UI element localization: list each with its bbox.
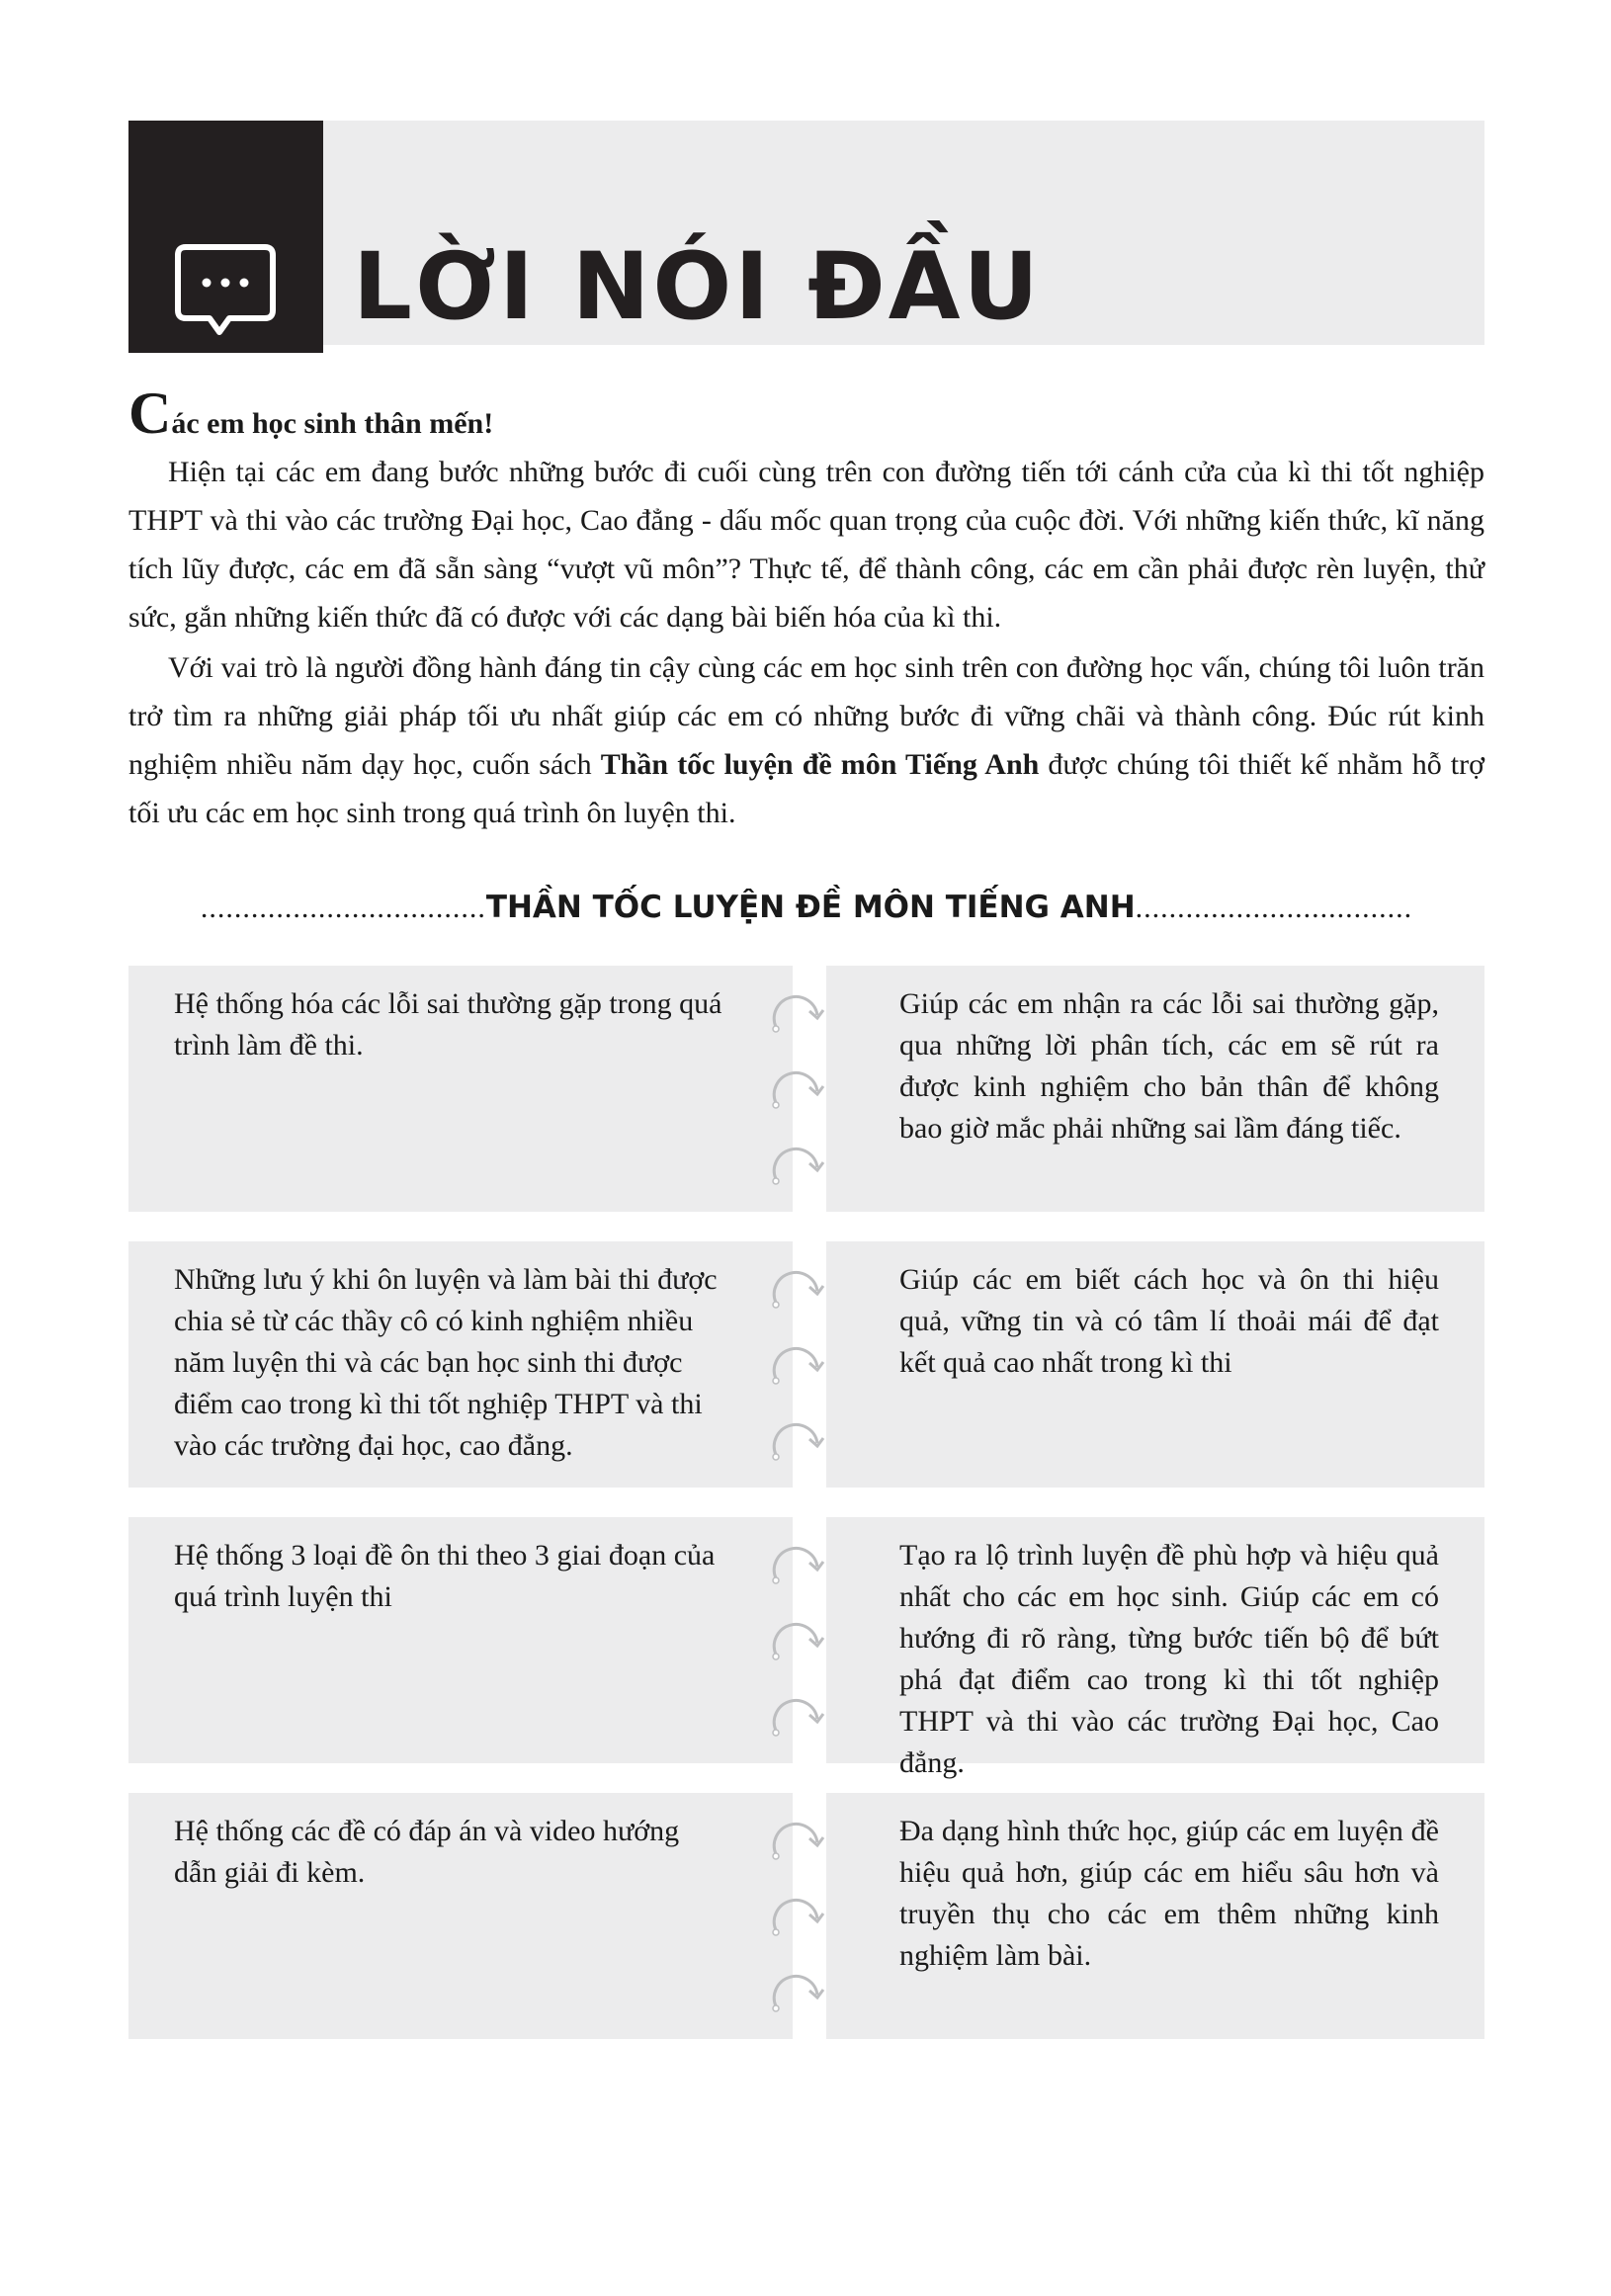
- benefit-text: Đa dạng hình thức học, giúp các em luyện đề hiệu quả hơn, giúp các em hiểu sâu hơn và truyền thụ cho các em thêm những kinh nghiệm làm bài.: [826, 1793, 1484, 2039]
- section-title: THẦN TỐC LUYỆN ĐỀ MÔN TIẾNG ANH: [485, 890, 1136, 925]
- binder-ring-icon: [767, 1613, 828, 1664]
- greeting: [128, 381, 1484, 448]
- feature-block-4: [128, 1793, 1484, 2039]
- benefit-text: Giúp các em nhận ra các lỗi sai thường gặp, qua những lời phân tích, các em sẽ rút ra được kinh nghiệm cho bản thân để không bao giờ mắc phải những sai lầm đáng tiếc.: [826, 966, 1484, 1212]
- binder-ring-icon: [767, 1689, 828, 1741]
- binder-ring-icon: [767, 1337, 828, 1389]
- feature-block-3: [128, 1517, 1484, 1779]
- greeting-text: ác em học sinh thân mến!: [171, 407, 494, 440]
- benefit-text: Tạo ra lộ trình luyện đề phù hợp và hiệu quả nhất cho các em học sinh. Giúp các em có hướng đi rõ ràng, từng bước tiến bộ để bứt phá đạt điểm cao trong kì thi tốt nghiệp THPT và thi vào các trường Đại học, Cao đẳng.: [826, 1517, 1484, 1763]
- binder-ring-icon: [767, 1813, 828, 1864]
- divider-dots-right: .................................: [1135, 892, 1413, 924]
- intro-paragraph-1: Hiện tại các em đang bước những bước đi cuối cùng trên con đường tiến tới cánh cửa của kì thi tốt nghiệp THPT và thi vào các trường Đại học, Cao đẳng - dấu mốc quan trọng của cuộc đời. Với những kiến thức, kĩ năng tích lũy được, các em đã sẵn sàng “vượt vũ môn”? Thực tế, để thành công, các em cần phải được rèn luyện, thử sức, gắn những kiến thức đã có được với các dạng bài biến hóa của kì thi.: [128, 456, 1484, 634]
- feature-block-2: [128, 1241, 1484, 1488]
- benefit-text: Giúp các em biết cách học và ôn thi hiệu quả, vững tin và có tâm lí thoải mái để đạt kết quả cao nhất trong kì thi: [826, 1241, 1484, 1488]
- feature-text: Những lưu ý khi ôn luyện và làm bài thi được chia sẻ từ các thầy cô có kinh nghiệm nhiều năm luyện thi và các bạn học sinh thi được điểm cao trong kì thi tốt nghiệp THPT và thi vào các trường đại học, cao đẳng.: [128, 1241, 793, 1488]
- section-divider: [128, 890, 1484, 925]
- binder-ring-icon: [767, 985, 828, 1037]
- intro-paragraph-2-end: được chúng tôi thiết kế nhằm hỗ trợ tối ưu các em học sinh trong quá trình ôn luyện thi.: [128, 748, 1484, 829]
- intro-section: [128, 381, 1484, 837]
- greeting-dropcap: C: [128, 381, 172, 446]
- intro-paragraph-2: [128, 643, 1484, 837]
- binder-ring-icon: [767, 1537, 828, 1588]
- feature-text: Hệ thống các đề có đáp án và video hướng dẫn giải đi kèm.: [128, 1793, 793, 2039]
- binder-ring-icon: [767, 1261, 828, 1313]
- book-title: Thần tốc luyện đề môn Tiếng Anh: [600, 748, 1040, 781]
- feature-block-1: [128, 966, 1484, 1212]
- binder-ring-icon: [767, 1965, 828, 2016]
- binder-ring-icon: [767, 1138, 828, 1189]
- binder-ring-icon: [767, 1062, 828, 1113]
- page-title: LỜI NÓI ĐẦU: [353, 233, 1042, 341]
- binder-ring-icon: [767, 1889, 828, 1940]
- feature-text: Hệ thống 3 loại đề ôn thi theo 3 giai đoạn của quá trình luyện thi: [128, 1517, 793, 1763]
- divider-dots-left: ..................................: [200, 892, 486, 924]
- intro-paragraph-2-start: Với vai trò là người đồng hành đáng tin cậy cùng các em học sinh trên con đường học vấn, chúng tôi luôn trăn trở tìm ra những giải pháp tối ưu nhất giúp các em có những bước đi vững chãi và thành công. Đúc rút kinh nghiệm nhiều năm dạy học, cuốn sách: [128, 651, 1484, 781]
- chat-bubble-icon: [172, 241, 279, 340]
- feature-text: Hệ thống hóa các lỗi sai thường gặp trong quá trình làm đề thi.: [128, 966, 793, 1212]
- binder-ring-icon: [767, 1413, 828, 1465]
